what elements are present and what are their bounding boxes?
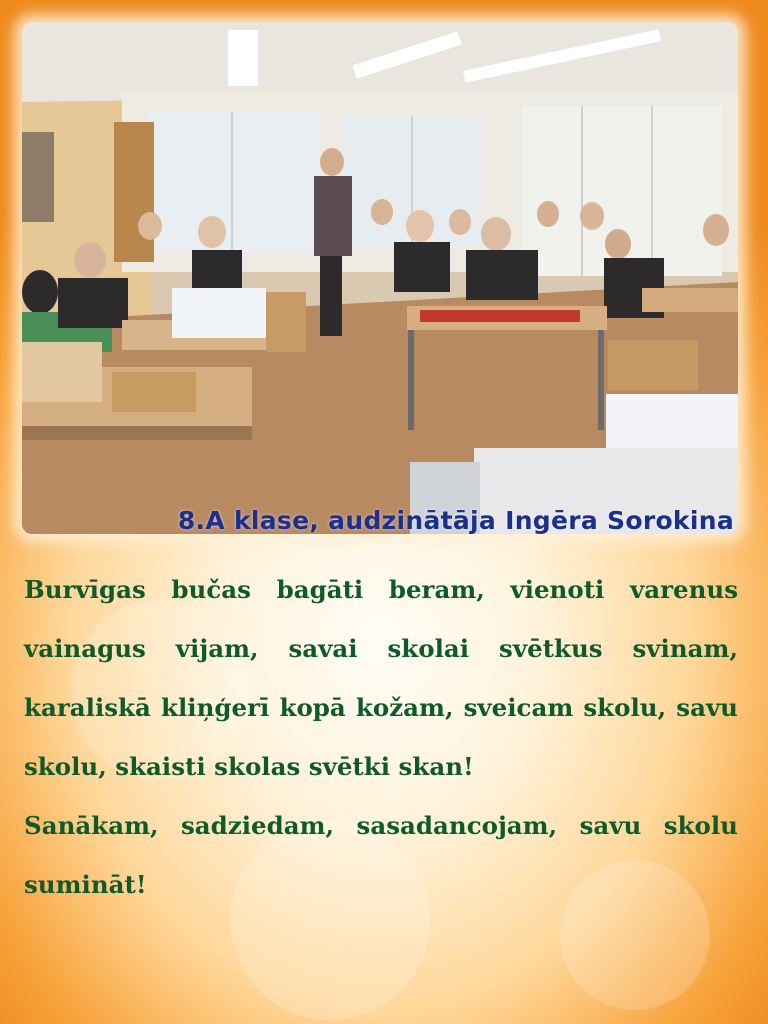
poem-text bbox=[24, 560, 738, 914]
photo-frame bbox=[22, 22, 738, 534]
classroom-photo bbox=[22, 22, 738, 534]
poem-stanza-1: Burvīgas bučas bagāti beram, vienoti varenus vainagus vijam, savai skolai svētkus svinam, karaliskā kliņģerī kopā kožam, sveicam skolu, savu skolu, skaisti skolas svētki skan! bbox=[24, 575, 738, 781]
poem-stanza-2: Sanākam, sadziedam, sasadancojam, savu skolu sumināt! bbox=[24, 811, 738, 899]
photo-caption: 8.A klase, audzinātāja Ingēra Sorokina bbox=[177, 506, 734, 534]
